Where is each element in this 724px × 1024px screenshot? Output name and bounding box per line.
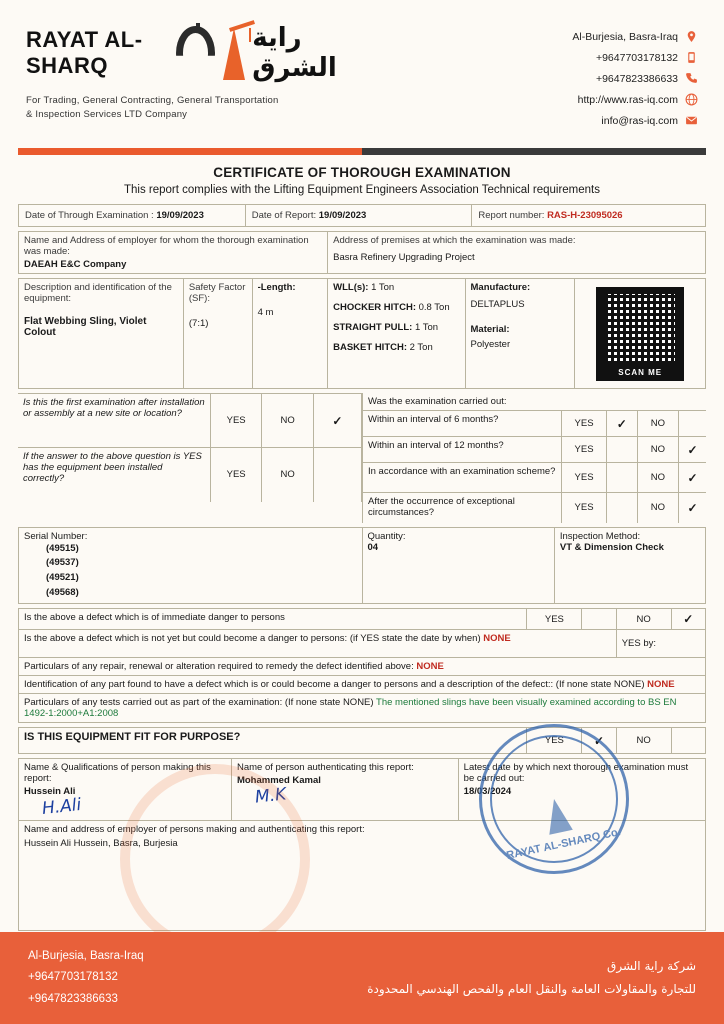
table-row xyxy=(18,393,706,523)
table-row xyxy=(363,463,707,493)
exceptional-no[interactable]: NO xyxy=(637,493,678,523)
question-2-no[interactable]: NO xyxy=(262,448,314,502)
date-exam-value: 19/09/2023 xyxy=(156,210,204,221)
title-main: CERTIFICATE OF THOROUGH EXAMINATION xyxy=(213,165,511,180)
table-row xyxy=(363,437,707,463)
wll-label: WLL(s): xyxy=(333,282,369,293)
serial-value-2: (49537) xyxy=(46,557,79,569)
company-name-en: RAYAT AL-SHARQ xyxy=(26,27,143,78)
serial-values xyxy=(24,542,357,601)
manufacture-value: DELTAPLUS xyxy=(470,299,525,310)
table-row xyxy=(19,676,706,694)
serial-cell xyxy=(19,527,363,604)
scheme-label: In accordance with an examination scheme? xyxy=(363,463,562,493)
equipment-desc-cell xyxy=(19,279,184,389)
footer-ar-line2: للتجارة والمقاولات العامة والنقل العام والفحص الهندسي المحدودة xyxy=(367,982,696,996)
report-meta-table xyxy=(18,204,706,227)
serial-value-3: (49521) xyxy=(46,571,79,583)
table-row xyxy=(19,821,706,931)
method-value: VT & Dimension Check xyxy=(559,541,664,553)
employer-value: DAEAH E&C Company xyxy=(24,259,127,270)
employer-cell xyxy=(19,232,328,274)
exceptional-yes-tick[interactable] xyxy=(606,493,637,523)
table-row xyxy=(19,694,706,723)
interval-6-no-tick[interactable] xyxy=(679,411,707,437)
wll-cell xyxy=(328,279,465,389)
table-row xyxy=(19,630,706,658)
contact-block xyxy=(572,22,698,135)
table-row xyxy=(363,411,707,437)
safety-factor-cell xyxy=(183,279,252,389)
maker-label: Name & Qualifications of person making this report: xyxy=(24,762,211,785)
interval-12-no[interactable]: NO xyxy=(637,437,678,463)
maker-cell xyxy=(19,759,232,821)
auth-value: Mohammed Kamal xyxy=(236,775,321,787)
examination-questions-table xyxy=(18,393,706,523)
contact-phone1-row xyxy=(572,51,698,64)
interval-6-yes[interactable]: YES xyxy=(562,411,607,437)
basket-value: 2 Ton xyxy=(409,342,433,353)
phone2-text: +9647823386633 xyxy=(595,72,678,85)
interval-6-yes-tick[interactable]: ✓ xyxy=(606,411,637,437)
length-label: -Length: xyxy=(257,282,296,293)
immediate-danger-yes[interactable]: YES xyxy=(527,609,582,630)
header-color-bar xyxy=(18,148,706,155)
manufacture-cell xyxy=(465,279,575,389)
footer-address: Al-Burjesia, Basra-Iraq xyxy=(28,950,144,963)
yes-by-label: YES by: xyxy=(621,638,657,650)
equipment-desc-value: Flat Webbing Sling, Violet Colout xyxy=(24,316,147,338)
immediate-danger-yes-tick[interactable] xyxy=(582,609,616,630)
material-value: Polyester xyxy=(470,339,511,350)
table-row xyxy=(19,658,706,676)
qr-cell[interactable] xyxy=(575,279,706,389)
table-row xyxy=(19,728,706,754)
safety-factor-label: Safety Factor (SF): xyxy=(188,282,246,304)
tests-value: The mentioned slings have been visually examined according to BS EN 1492-1:2000+A1:2008 xyxy=(24,697,677,720)
footer-phone1: +9647703178132 xyxy=(28,971,118,984)
fit-for-purpose-table xyxy=(18,727,706,754)
auth-label: Name of person authenticating this report: xyxy=(236,762,414,774)
exceptional-yes[interactable]: YES xyxy=(562,493,607,523)
date-exam-label: Date of Through Examination : xyxy=(25,210,154,221)
gear-icon xyxy=(176,26,215,80)
table-row xyxy=(19,205,706,227)
scheme-no[interactable]: NO xyxy=(637,463,678,493)
table-row xyxy=(19,232,706,274)
contact-email-row[interactable] xyxy=(572,114,698,127)
method-label: Inspection Method: xyxy=(559,530,641,542)
tests-cell xyxy=(19,694,706,723)
employer-address-cell xyxy=(19,821,706,931)
derrick-icon xyxy=(215,22,244,84)
scheme-yes-tick[interactable] xyxy=(606,463,637,493)
basket-label: BASKET HITCH: xyxy=(333,342,408,353)
immediate-danger-label: Is the above a defect which is of immediate danger to persons xyxy=(19,609,527,630)
interval-12-no-tick[interactable]: ✓ xyxy=(679,437,707,463)
straight-value: 1 Ton xyxy=(414,322,439,333)
question-2-yes[interactable]: YES xyxy=(210,448,262,502)
contact-phone2-row xyxy=(572,72,698,85)
scheme-no-tick[interactable]: ✓ xyxy=(679,463,707,493)
company-tagline-1: For Trading, General Contracting, General Transportation xyxy=(26,95,279,106)
wll-value: 1 Ton xyxy=(371,282,395,293)
company-tagline-2: & Inspection Services LTD Company xyxy=(26,109,188,121)
contact-web-row[interactable] xyxy=(572,93,698,106)
not-yet-danger-value: NONE xyxy=(483,633,511,645)
identification-label: Identification of any part found to have a defect which is or could become a danger to persons and a description of the defect:: (If none state NONE) xyxy=(24,679,645,691)
interval-12-yes[interactable]: YES xyxy=(562,437,607,463)
equipment-table xyxy=(18,278,706,389)
chocker-label: CHOCKER HITCH: xyxy=(333,302,416,313)
serial-table xyxy=(18,527,706,605)
straight-label: STRAIGHT PULL: xyxy=(333,322,413,333)
fit-no[interactable]: NO xyxy=(616,728,671,754)
next-exam-cell xyxy=(458,759,705,821)
tests-label: Particulars of any tests carried out as part of the examination: (If none state NONE) xyxy=(24,697,374,709)
footer-ar-line1: شركة راية الشرق xyxy=(607,959,696,974)
email-text[interactable]: info@ras-iq.com xyxy=(601,114,678,127)
question-1-answer-tick[interactable]: ✓ xyxy=(313,394,361,448)
report-number-value: RAS-H-23095026 xyxy=(547,210,623,221)
qr-caption: SCAN ME xyxy=(618,367,663,377)
repair-label: Particulars of any repair, renewal or alteration required to remedy the defect identified above: xyxy=(24,661,414,673)
length-cell xyxy=(252,279,328,389)
question-1-yes[interactable]: YES xyxy=(210,394,262,448)
qr-code-image[interactable] xyxy=(603,292,677,366)
footer-arabic xyxy=(367,955,696,1001)
auth-signature: M.K xyxy=(254,784,288,808)
premises-label: Address of premises at which the examination was made: xyxy=(333,235,576,246)
title-sub: This report complies with the Lifting Equipment Engineers Association Technical requirements xyxy=(123,184,600,196)
qr-code[interactable] xyxy=(596,287,684,381)
table-row xyxy=(19,759,706,821)
not-yet-danger-label: Is the above a defect which is not yet but could become a danger to persons: (if YES state the date by when) xyxy=(24,633,481,645)
fit-yes-tick[interactable]: ✓ xyxy=(582,728,616,754)
serial-label: Serial Number: xyxy=(24,530,88,542)
question-1-label: Is this the first examination after installation or assembly at a new site or location? xyxy=(18,394,210,448)
manufacture-label: Manufacture: xyxy=(470,282,531,293)
table-row xyxy=(19,279,706,389)
interval-6-label: Within an interval of 6 months? xyxy=(363,411,562,437)
page-footer xyxy=(0,932,724,1024)
table-row xyxy=(19,527,706,604)
premises-value: Basra Refinery Upgrading Project xyxy=(333,252,475,263)
quantity-value: 04 xyxy=(367,541,379,553)
immediate-danger-no-tick[interactable]: ✓ xyxy=(671,609,705,630)
maker-signature: H.Ali xyxy=(41,795,83,820)
identification-value: NONE xyxy=(647,679,675,691)
fit-question: IS THIS EQUIPMENT FIT FOR PURPOSE? xyxy=(19,728,527,754)
footer-phone2: +9647823386633 xyxy=(28,992,118,1005)
location-pin-icon xyxy=(685,30,698,43)
safety-factor-value: (7:1) xyxy=(188,318,209,329)
phone1-text: +9647703178132 xyxy=(595,51,678,64)
quantity-cell xyxy=(362,527,554,604)
carried-out-header: Was the examination carried out: xyxy=(363,393,679,411)
table-row xyxy=(363,493,707,523)
exceptional-no-tick[interactable]: ✓ xyxy=(679,493,707,523)
address-text: Al-Burjesia, Basra-Iraq xyxy=(572,30,678,43)
repair-cell xyxy=(19,658,706,676)
phone-icon xyxy=(685,72,698,85)
date-exam-cell xyxy=(19,205,246,227)
envelope-icon xyxy=(685,114,698,127)
exceptional-label: After the occurrence of exceptional circumstances? xyxy=(363,493,562,523)
footer-contacts xyxy=(28,946,144,1010)
date-report-value: 19/09/2023 xyxy=(318,210,367,221)
company-logo xyxy=(26,22,356,123)
interval-12-label: Within an interval of 12 months? xyxy=(363,437,562,463)
date-report-cell xyxy=(245,205,472,227)
employer-address-value: Hussein Ali Hussein, Basra, Burjesia xyxy=(24,838,178,850)
next-exam-label: Latest date by which next thorough examination must be carried out: xyxy=(463,762,689,785)
stamp-text: RAYAT AL-SHARQ Co. xyxy=(505,826,622,862)
immediate-danger-no[interactable]: NO xyxy=(616,609,671,630)
question-1-no[interactable]: NO xyxy=(262,394,314,448)
signatories-table xyxy=(18,758,706,931)
defects-table xyxy=(18,608,706,723)
table-row xyxy=(19,609,706,630)
equipment-desc-label: Description and identification of the equipment: xyxy=(24,282,172,304)
quantity-label: Quantity: xyxy=(367,530,406,542)
chocker-value: 0.8 Ton xyxy=(418,302,450,313)
auth-cell xyxy=(231,759,458,821)
mobile-icon xyxy=(685,51,698,64)
company-name-ar: راية الشرق xyxy=(252,23,337,83)
contact-address-row xyxy=(572,30,698,43)
not-yet-danger-cell xyxy=(19,630,617,658)
identification-cell xyxy=(19,676,706,694)
table-row xyxy=(363,393,707,411)
website-text[interactable]: http://www.ras-iq.com xyxy=(577,93,678,106)
premises-cell xyxy=(328,232,706,274)
employer-table xyxy=(18,231,706,274)
report-number-label: Report number: xyxy=(478,210,545,221)
globe-icon xyxy=(685,93,698,106)
scheme-yes[interactable]: YES xyxy=(562,463,607,493)
page-header xyxy=(18,14,706,144)
report-number-cell xyxy=(472,205,706,227)
page-title xyxy=(18,165,706,196)
method-cell xyxy=(554,527,705,604)
table-row xyxy=(18,394,362,448)
yes-by-cell xyxy=(616,630,705,658)
fit-yes[interactable]: YES xyxy=(527,728,582,754)
employer-address-label: Name and address of employer of persons making and authenticating this report: xyxy=(24,824,365,836)
material-label: Material: xyxy=(470,324,510,335)
employer-label: Name and Address of employer for whom the thorough examination was made: xyxy=(24,235,309,257)
maker-value: Hussein Ali xyxy=(24,786,76,798)
serial-value-4: (49568) xyxy=(46,586,79,598)
next-exam-value: 18/03/2024 xyxy=(463,786,512,798)
question-2-label: If the answer to the above question is YES has the equipment been installed correctly? xyxy=(18,448,210,502)
repair-value: NONE xyxy=(416,661,444,673)
table-row xyxy=(18,448,362,502)
date-report-label: Date of Report: xyxy=(251,210,317,221)
serial-value-1: (49515) xyxy=(46,542,79,554)
question-2-answer-tick[interactable] xyxy=(313,448,361,502)
interval-6-no[interactable]: NO xyxy=(637,411,678,437)
fit-no-tick[interactable] xyxy=(671,728,705,754)
interval-12-yes-tick[interactable] xyxy=(606,437,637,463)
length-value: 4 m xyxy=(257,307,274,318)
